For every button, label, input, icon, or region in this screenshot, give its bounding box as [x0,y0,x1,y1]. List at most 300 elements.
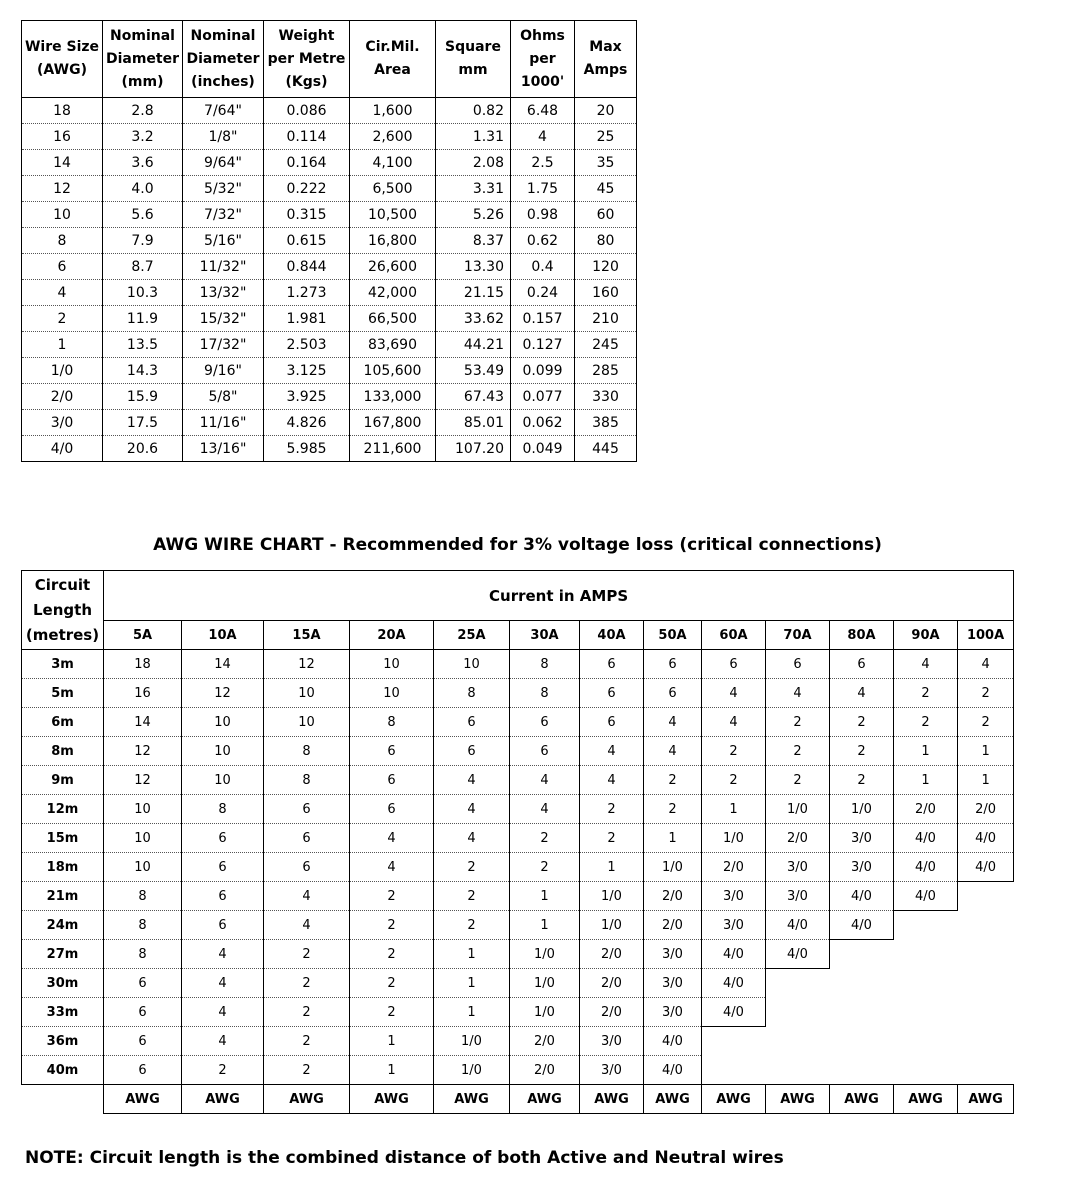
awg-value-cell: 2 [264,940,350,969]
awg-value-cell: 4 [434,766,510,795]
awg-value-cell: 2 [182,1056,264,1085]
awg-value-cell: 10 [264,679,350,708]
awg-value-cell: 2/0 [894,795,958,824]
awg-value-cell: 12 [264,650,350,679]
awg-value-cell: 2 [264,1056,350,1085]
table-cell: 42,000 [350,280,436,306]
table-cell: 83,690 [350,332,436,358]
awg-value-cell: 1/0 [702,824,766,853]
empty-cell [894,940,958,969]
awg-value-cell: 10 [350,679,434,708]
awg-value-cell: 3/0 [766,882,830,911]
empty-cell [702,1056,766,1085]
table-cell: 0.062 [511,410,575,436]
table-cell: 1/8" [183,124,264,150]
empty-cell [894,1027,958,1056]
awg-value-cell: 3/0 [766,853,830,882]
table-cell: 2.8 [103,98,183,124]
awg-value-cell: 6 [830,650,894,679]
awg-value-cell: 2 [580,795,644,824]
table-cell: 7/64" [183,98,264,124]
circuit-length-cell: 3m [22,650,104,679]
awg-value-cell: 2/0 [510,1027,580,1056]
awg-value-cell: 1/0 [580,882,644,911]
awg-value-cell: 2 [350,940,434,969]
awg-value-cell: 6 [434,737,510,766]
awg-value-cell: 2 [958,708,1014,737]
awg-value-cell: 6 [580,679,644,708]
empty-cell [894,998,958,1027]
awg-value-cell: 2 [644,766,702,795]
amp-column-header: 90A [894,621,958,650]
empty-cell [830,1027,894,1056]
wire-specifications-table [21,20,637,462]
awg-value-cell: 4 [510,766,580,795]
awg-value-cell: 2 [830,766,894,795]
awg-value-cell: 6 [580,708,644,737]
table-cell: 133,000 [350,384,436,410]
awg-value-cell: 6 [264,795,350,824]
table-row [22,737,1014,766]
table-cell: 14.3 [103,358,183,384]
table-cell: 8.7 [103,254,183,280]
awg-value-cell: 2/0 [510,1056,580,1085]
awg-value-cell: 4/0 [644,1056,702,1085]
awg-value-cell: 6 [182,824,264,853]
amp-column-header: 10A [182,621,264,650]
table-row [22,650,1014,679]
awg-value-cell: 2 [434,882,510,911]
awg-value-cell: 4/0 [894,882,958,911]
awg-value-cell: 2 [766,737,830,766]
empty-cell [958,998,1014,1027]
empty-cell [830,940,894,969]
table-cell: 7.9 [103,228,183,254]
awg-value-cell: 2 [894,679,958,708]
awg-value-cell: 6 [702,650,766,679]
awg-value-cell: 14 [182,650,264,679]
table-cell: 0.62 [511,228,575,254]
awg-value-cell: 4/0 [830,911,894,940]
awg-value-cell: 1 [894,737,958,766]
table-cell: 0.164 [264,150,350,176]
awg-value-cell: 4 [510,795,580,824]
table-cell: 16,800 [350,228,436,254]
awg-header-row [22,571,1014,621]
awg-value-cell: 2 [264,1027,350,1056]
table-cell: 167,800 [350,410,436,436]
awg-value-cell: 8 [434,679,510,708]
table-row [22,254,637,280]
awg-value-cell: 6 [350,737,434,766]
table-cell: 0.315 [264,202,350,228]
empty-cell [958,882,1014,911]
awg-value-cell: 1/0 [580,911,644,940]
awg-value-cell: 6 [104,1056,182,1085]
awg-value-cell: 1 [894,766,958,795]
table-row [22,1027,1014,1056]
circuit-length-cell: 6m [22,708,104,737]
awg-value-cell: 16 [104,679,182,708]
table-cell: 1,600 [350,98,436,124]
table-cell: 2 [22,306,103,332]
amp-column-header: 30A [510,621,580,650]
awg-unit-label: AWG [830,1085,894,1114]
awg-value-cell: 2 [702,737,766,766]
awg-value-cell: 8 [510,650,580,679]
awg-value-cell: 4 [350,824,434,853]
awg-value-cell: 10 [104,795,182,824]
table-cell: 45 [575,176,637,202]
table-row [22,1056,1014,1085]
table-cell: 9/64" [183,150,264,176]
empty-cell [766,998,830,1027]
table-cell: 1 [22,332,103,358]
awg-value-cell: 4/0 [644,1027,702,1056]
table-cell: 66,500 [350,306,436,332]
circuit-length-cell: 12m [22,795,104,824]
table-cell: 3.31 [436,176,511,202]
awg-value-cell: 1/0 [830,795,894,824]
header-ohms: Ohms per 1000' [511,21,575,98]
empty-cell [766,1056,830,1085]
awg-unit-label: AWG [182,1085,264,1114]
awg-value-cell: 2 [766,708,830,737]
empty-cell [958,1056,1014,1085]
awg-value-cell: 1 [510,882,580,911]
awg-value-cell: 8 [104,882,182,911]
circuit-length-cell: 36m [22,1027,104,1056]
table-cell: 5/8" [183,384,264,410]
amp-column-header: 15A [264,621,350,650]
awg-value-cell: 2/0 [580,940,644,969]
amp-column-header: 60A [702,621,766,650]
awg-value-cell: 8 [264,766,350,795]
table-cell: 3.6 [103,150,183,176]
awg-value-cell: 2/0 [580,998,644,1027]
awg-value-cell: 2 [830,708,894,737]
awg-value-cell: 6 [182,853,264,882]
table-cell: 0.4 [511,254,575,280]
awg-value-cell: 1/0 [510,969,580,998]
table-row [22,969,1014,998]
table-cell: 20.6 [103,436,183,462]
circuit-length-cell: 18m [22,853,104,882]
table-cell: 85.01 [436,410,511,436]
table-cell: 105,600 [350,358,436,384]
table-cell: 0.086 [264,98,350,124]
awg-value-cell: 2/0 [958,795,1014,824]
awg-value-cell: 8 [104,940,182,969]
awg-value-cell: 2 [350,911,434,940]
footnote: NOTE: Circuit length is the combined distance of both Active and Neutral wires [25,1148,784,1168]
table-cell: 21.15 [436,280,511,306]
empty-cell [830,1056,894,1085]
table-cell: 3/0 [22,410,103,436]
awg-value-cell: 10 [264,708,350,737]
awg-value-cell: 2 [434,911,510,940]
awg-value-cell: 2 [350,882,434,911]
table-cell: 0.82 [436,98,511,124]
table-cell: 0.114 [264,124,350,150]
table-row [22,824,1014,853]
awg-value-cell: 3/0 [830,824,894,853]
awg-value-cell: 1/0 [510,940,580,969]
awg-value-cell: 4/0 [894,824,958,853]
awg-value-cell: 1 [434,969,510,998]
awg-value-cell: 2 [702,766,766,795]
amps-header-row [22,621,1014,650]
table-cell: 0.844 [264,254,350,280]
awg-value-cell: 6 [182,911,264,940]
table-cell: 17.5 [103,410,183,436]
awg-value-cell: 2 [580,824,644,853]
awg-value-cell: 8 [350,708,434,737]
table-cell: 9/16" [183,358,264,384]
awg-value-cell: 6 [510,737,580,766]
table-cell: 4/0 [22,436,103,462]
table-row [22,853,1014,882]
awg-value-cell: 2 [766,766,830,795]
awg-value-cell: 4 [958,650,1014,679]
table-cell: 0.077 [511,384,575,410]
awg-value-cell: 6 [104,1027,182,1056]
table-cell: 0.24 [511,280,575,306]
awg-value-cell: 1 [510,911,580,940]
awg-value-cell: 8 [510,679,580,708]
awg-value-cell: 3/0 [702,911,766,940]
circuit-length-cell: 21m [22,882,104,911]
awg-value-cell: 2 [264,969,350,998]
table-row [22,228,637,254]
awg-value-cell: 6 [350,766,434,795]
awg-value-cell: 4 [830,679,894,708]
awg-value-cell: 12 [104,766,182,795]
awg-value-cell: 1 [580,853,644,882]
header-weight: Weight per Metre (Kgs) [264,21,350,98]
awg-unit-label: AWG [958,1085,1014,1114]
table-cell: 6,500 [350,176,436,202]
table-cell: 8 [22,228,103,254]
awg-value-cell: 4 [182,969,264,998]
table-row [22,150,637,176]
awg-value-cell: 4 [182,1027,264,1056]
table-cell: 2/0 [22,384,103,410]
table-cell: 5/32" [183,176,264,202]
circuit-length-cell: 30m [22,969,104,998]
awg-value-cell: 6 [104,969,182,998]
table-cell: 13.30 [436,254,511,280]
amp-column-header: 100A [958,621,1014,650]
awg-value-cell: 4 [702,679,766,708]
table-cell: 20 [575,98,637,124]
empty-cell [958,940,1014,969]
awg-value-cell: 2/0 [580,969,644,998]
awg-value-cell: 2 [510,853,580,882]
table-cell: 3.125 [264,358,350,384]
table-row [22,940,1014,969]
empty-cell [894,969,958,998]
table-cell: 245 [575,332,637,358]
awg-value-cell: 3/0 [644,940,702,969]
table-cell: 0.099 [511,358,575,384]
awg-unit-label: AWG [434,1085,510,1114]
empty-cell [830,969,894,998]
awg-value-cell: 2 [350,998,434,1027]
awg-value-cell: 4/0 [702,969,766,998]
awg-value-cell: 4/0 [894,853,958,882]
awg-value-cell: 4 [702,708,766,737]
awg-value-cell: 18 [104,650,182,679]
table-cell: 15.9 [103,384,183,410]
amp-column-header: 25A [434,621,510,650]
wire-table-body [22,98,637,462]
awg-value-cell: 4 [264,911,350,940]
awg-value-cell: 3/0 [580,1027,644,1056]
table-cell: 17/32" [183,332,264,358]
table-row [22,911,1014,940]
circuit-length-cell: 5m [22,679,104,708]
awg-value-cell: 6 [350,795,434,824]
awg-value-cell: 2 [958,679,1014,708]
awg-value-cell: 4/0 [766,911,830,940]
awg-value-cell: 4 [434,795,510,824]
table-cell: 11.9 [103,306,183,332]
awg-value-cell: 8 [182,795,264,824]
awg-value-cell: 1 [644,824,702,853]
header-square-mm: Square mm [436,21,511,98]
table-cell: 5.985 [264,436,350,462]
table-cell: 10 [22,202,103,228]
awg-footer-row [22,1085,1014,1114]
awg-value-cell: 2 [644,795,702,824]
table-cell: 6.48 [511,98,575,124]
awg-value-cell: 4/0 [766,940,830,969]
table-cell: 0.98 [511,202,575,228]
empty-cell [766,1027,830,1056]
table-cell: 26,600 [350,254,436,280]
table-cell: 1.75 [511,176,575,202]
awg-value-cell: 4 [350,853,434,882]
awg-value-cell: 4 [182,998,264,1027]
table-cell: 330 [575,384,637,410]
awg-value-cell: 3/0 [580,1056,644,1085]
awg-value-cell: 6 [766,650,830,679]
table-cell: 14 [22,150,103,176]
table-cell: 0.049 [511,436,575,462]
awg-value-cell: 6 [510,708,580,737]
awg-unit-label: AWG [702,1085,766,1114]
awg-value-cell: 2 [830,737,894,766]
table-cell: 1.31 [436,124,511,150]
table-cell: 120 [575,254,637,280]
awg-wire-chart-table [21,570,1014,1114]
table-cell: 53.49 [436,358,511,384]
header-max-amps: Max Amps [575,21,637,98]
awg-value-cell: 1/0 [434,1027,510,1056]
awg-value-cell: 10 [182,708,264,737]
awg-value-cell: 4 [644,737,702,766]
awg-value-cell: 1/0 [644,853,702,882]
table-cell: 16 [22,124,103,150]
awg-value-cell: 4/0 [958,824,1014,853]
circuit-length-cell: 24m [22,911,104,940]
awg-value-cell: 10 [104,824,182,853]
awg-value-cell: 1 [350,1056,434,1085]
empty-cell [894,911,958,940]
table-cell: 13.5 [103,332,183,358]
awg-value-cell: 1 [350,1027,434,1056]
awg-value-cell: 6 [264,853,350,882]
amp-column-header: 5A [104,621,182,650]
table-cell: 11/16" [183,410,264,436]
awg-value-cell: 6 [644,679,702,708]
table-cell: 4.826 [264,410,350,436]
awg-value-cell: 2 [264,998,350,1027]
awg-value-cell: 6 [644,650,702,679]
table-row [22,306,637,332]
empty-cell [22,1085,104,1114]
awg-value-cell: 14 [104,708,182,737]
table-cell: 18 [22,98,103,124]
awg-value-cell: 4 [264,882,350,911]
awg-value-cell: 10 [434,650,510,679]
awg-value-cell: 8 [104,911,182,940]
circuit-length-cell: 9m [22,766,104,795]
table-row [22,679,1014,708]
awg-value-cell: 3/0 [702,882,766,911]
awg-value-cell: 4 [182,940,264,969]
table-cell: 0.127 [511,332,575,358]
table-cell: 0.615 [264,228,350,254]
awg-unit-label: AWG [104,1085,182,1114]
awg-value-cell: 4 [580,737,644,766]
table-cell: 1/0 [22,358,103,384]
awg-value-cell: 4/0 [958,853,1014,882]
header-diameter-mm: Nominal Diameter (mm) [103,21,183,98]
awg-value-cell: 2/0 [766,824,830,853]
awg-value-cell: 6 [104,998,182,1027]
awg-value-cell: 6 [434,708,510,737]
table-cell: 3.925 [264,384,350,410]
table-cell: 4 [22,280,103,306]
awg-value-cell: 2 [510,824,580,853]
circuit-length-cell: 8m [22,737,104,766]
table-cell: 25 [575,124,637,150]
awg-value-cell: 2/0 [644,882,702,911]
table-row [22,176,637,202]
awg-value-cell: 8 [264,737,350,766]
awg-value-cell: 12 [104,737,182,766]
table-row [22,882,1014,911]
awg-value-cell: 2 [894,708,958,737]
table-cell: 1.273 [264,280,350,306]
awg-value-cell: 3/0 [830,853,894,882]
table-cell: 35 [575,150,637,176]
table-row [22,98,637,124]
awg-value-cell: 1/0 [434,1056,510,1085]
table-cell: 15/32" [183,306,264,332]
amp-column-header: 40A [580,621,644,650]
table-cell: 11/32" [183,254,264,280]
amp-column-header: 20A [350,621,434,650]
table-cell: 385 [575,410,637,436]
awg-value-cell: 4/0 [702,998,766,1027]
table-cell: 10,500 [350,202,436,228]
awg-value-cell: 1 [958,737,1014,766]
awg-value-cell: 1/0 [766,795,830,824]
table-row [22,766,1014,795]
